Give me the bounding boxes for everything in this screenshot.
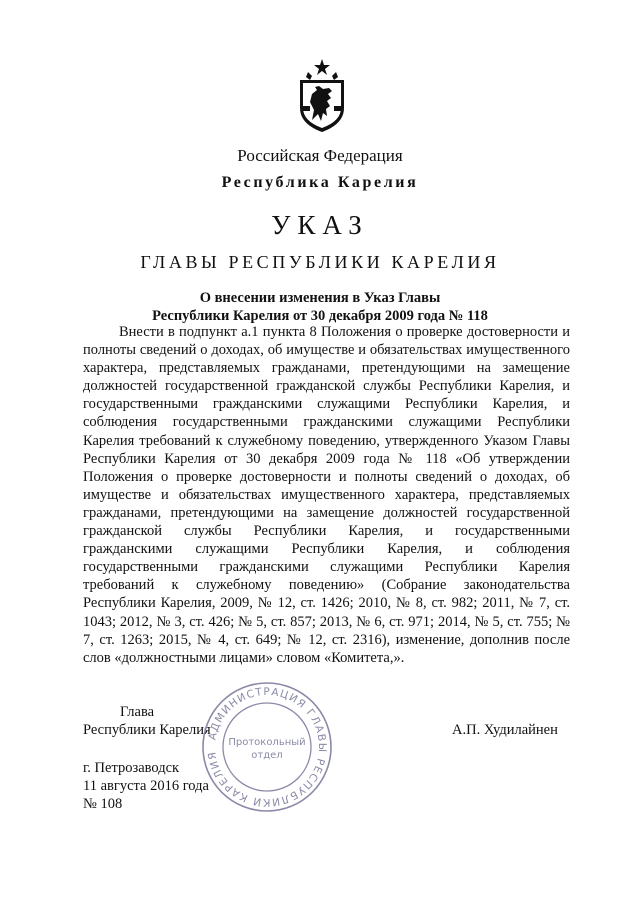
document-type: УКАЗ xyxy=(271,210,369,240)
document-subject xyxy=(0,289,640,325)
issuer-title: ГЛАВЫ РЕСПУБЛИКИ КАРЕЛИЯ xyxy=(140,252,500,272)
country-name: Российская Федерация xyxy=(237,146,403,165)
stamp-outer-text: АДМИНИСТРАЦИЯ ГЛАВЫ РЕСПУБЛИКИ КАРЕЛИЯ xyxy=(206,685,329,809)
karelia-coat-of-arms-emblem xyxy=(296,58,348,134)
issue-place: г. Петрозаводск xyxy=(83,760,180,776)
stamp-inner-line-1: Протокольный xyxy=(228,737,306,748)
signatory-title-line-2: Республики Карелия xyxy=(83,722,211,738)
document-body xyxy=(83,323,570,667)
signatory-title-line-1: Глава xyxy=(120,704,155,720)
document-number: № 108 xyxy=(83,796,123,812)
body-paragraph: Внести в подпункт а.1 пункта 8 Положения о проверке достоверности и полноты сведений о доходах, об имуществе и обязательствах имущественного характера, представляемых гражданами, претендующими на замещение должностей государственной гражданской службы Республики Карелия, и государственными гражданскими служащими Республики Карелия, и соблюдения государственными гражданскими служащими Республики Карелия требований к служебному поведению, утвержденного Указом Главы Республики Карелия от 30 декабря 2009 года № 118 «Об утверждении Положения о проверке достоверности и полноты сведений о доходах, об имуществе и обязательствах имущественного характера, представляемых гражданами, претендующими на замещение должностей государственной гражданской службы Республики Карелия, и государственными гражданскими служащими Республики Карелия, и соблюдения государственными гражданскими служащими Республики Карелия требований к служебному поведению» (Собрание законодательства Республики Карелия, 2009, № 12, ст. 1426; 2010, № 8, ст. 982; 2011, № 7, ст. 1043; 2012, № 3, ст. 426; № 5, ст. 857; 2013, № 6, ст. 971; 2014, № 5, ст. 755; № 7, ст. 1263; 2015, № 4, ст. 649; № 12, ст. 2316), изменение, дополнив после слов «должностными лицами» словом «Комитета,». xyxy=(83,324,570,666)
stamp-inner-line-2: отдел xyxy=(251,750,283,761)
signatory-name: А.П. Худилайнен xyxy=(452,722,558,738)
office-stamp xyxy=(198,678,336,816)
issue-date: 11 августа 2016 года xyxy=(83,778,209,794)
subject-line-2: Республики Карелия от 30 декабря 2009 года № 118 xyxy=(152,308,488,324)
republic-name: Республика Карелия xyxy=(221,174,419,191)
subject-line-1: О внесении изменения в Указ Главы xyxy=(199,290,441,306)
